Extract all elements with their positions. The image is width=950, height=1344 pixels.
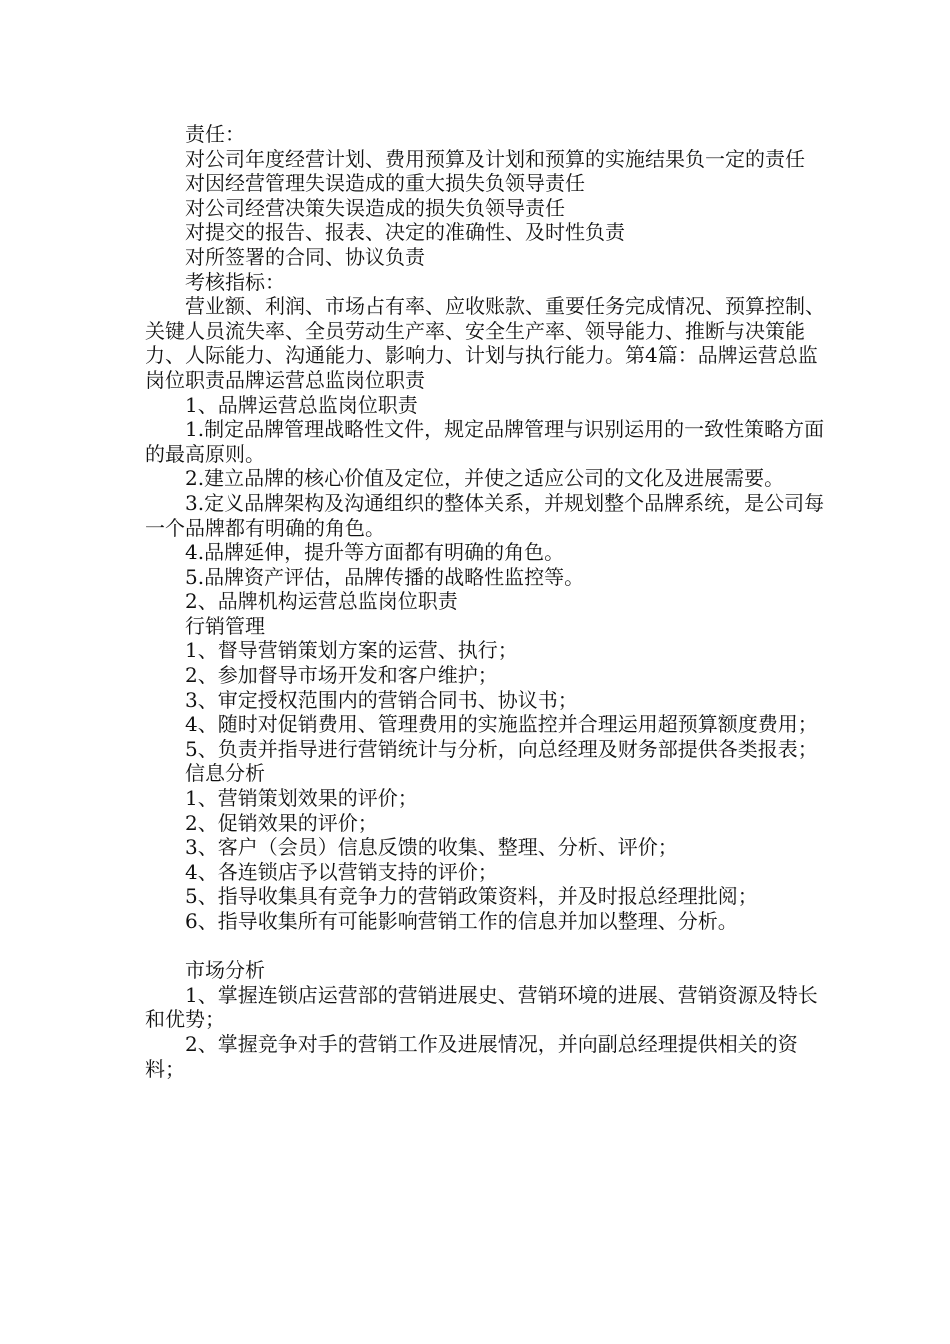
paragraph-section-heading: 信息分析 xyxy=(185,761,265,786)
paragraph: 2、掌握竞争对手的营销工作及进展情况，并向副总经理提供相关的资料； xyxy=(145,1031,798,1081)
paragraph: 3、审定授权范围内的营销合同书、协议书； xyxy=(185,687,578,712)
paragraph: 对所签署的合同、协议负责 xyxy=(185,244,425,269)
paragraph-section-heading: 市场分析 xyxy=(185,958,265,983)
paragraph: 营业额、利润、市场占有率、应收账款、重要任务完成情况、预算控制、关键人员流失率、全员劳动生产率、安全生产率、领导能力、推断与决策能力、人际能力、沟通能力、影响力、计划与执行能力。第4篇：品牌运营总监岗位职责品牌运营总监岗位职责 xyxy=(145,294,825,392)
paragraph: 2、参加督导市场开发和客户维护； xyxy=(185,663,498,688)
paragraph: 5.品牌资产评估，品牌传播的战略性监控等。 xyxy=(185,564,585,589)
paragraph: 对因经营管理失误造成的重大损失负领导责任 xyxy=(185,171,585,196)
paragraph: 2、品牌机构运营总监岗位职责 xyxy=(185,589,458,614)
blank-line xyxy=(145,934,825,959)
paragraph: 2.建立品牌的核心价值及定位，并使之适应公司的文化及进展需要。 xyxy=(185,466,785,491)
paragraph: 4.品牌延伸，提升等方面都有明确的角色。 xyxy=(185,540,565,565)
paragraph: 对公司年度经营计划、费用预算及计划和预算的实施结果负一定的责任 xyxy=(185,146,805,171)
paragraph: 3.定义品牌架构及沟通组织的整体关系，并规划整个品牌系统，是公司每一个品牌都有明确的角色。 xyxy=(145,490,825,540)
paragraph: 4、各连锁店予以营销支持的评价； xyxy=(185,859,498,884)
paragraph: 对提交的报告、报表、决定的准确性、及时性负责 xyxy=(185,220,625,245)
paragraph: 4、随时对促销费用、管理费用的实施监控并合理运用超预算额度费用； xyxy=(185,712,818,737)
paragraph: 1、督导营销策划方案的运营、执行； xyxy=(185,638,518,663)
paragraph: 1、品牌运营总监岗位职责 xyxy=(185,392,418,417)
paragraph: 2、促销效果的评价； xyxy=(185,810,378,835)
paragraph-section-heading: 行销管理 xyxy=(185,613,265,638)
paragraph: 1、掌握连锁店运营部的营销进展史、营销环境的进展、营销资源及特长和优势； xyxy=(145,982,818,1032)
paragraph-responsibility-heading: 责任： xyxy=(185,122,245,146)
document-page xyxy=(145,122,825,1081)
paragraph: 6、指导收集所有可能影响营销工作的信息并加以整理、分析。 xyxy=(185,909,738,933)
paragraph: 5、负责并指导进行营销统计与分析，向总经理及财务部提供各类报表； xyxy=(185,736,818,761)
paragraph: 对公司经营决策失误造成的损失负领导责任 xyxy=(185,195,565,220)
paragraph: 1.制定品牌管理战略性文件，规定品牌管理与识别运用的一致性策略方面的最高原则。 xyxy=(145,417,825,466)
paragraph: 3、客户（会员）信息反馈的收集、整理、分析、评价； xyxy=(185,835,678,860)
paragraph: 1、营销策划效果的评价； xyxy=(185,786,418,811)
paragraph-kpi-heading: 考核指标： xyxy=(185,269,285,294)
paragraph: 5、指导收集具有竞争力的营销政策资料，并及时报总经理批阅； xyxy=(185,884,758,909)
